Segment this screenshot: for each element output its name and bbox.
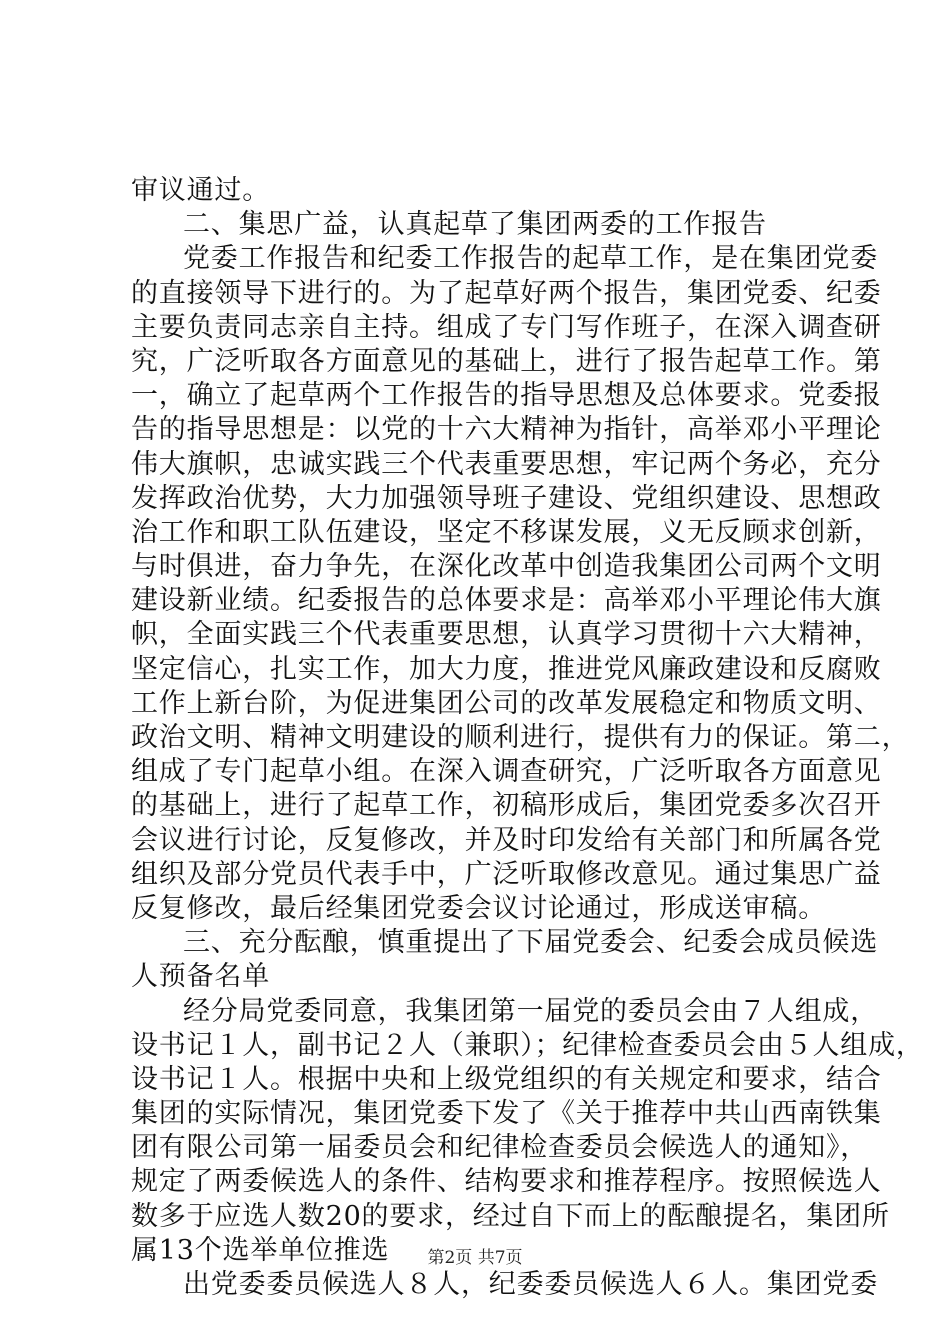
text-line: 的基础上，进行了起草工作，初稿形成后，集团党委多次召开	[131, 790, 882, 822]
text-line: 帜，全面实践三个代表重要思想，认真学习贯彻十六大精神，	[131, 619, 882, 651]
text-line: 坚定信心，扎实工作，加大力度，推进党风廉政建设和反腐败	[131, 653, 882, 685]
text-line: 集团的实际情况，集团党委下发了《关于推荐中共山西南铁集	[131, 1098, 882, 1130]
text-line: 设书记１人。根据中央和上级党组织的有关规定和要求，结合	[131, 1063, 882, 1095]
text-line: 设书记１人，副书记２人（兼职）；纪律检查委员会由５人组成，	[131, 1029, 924, 1061]
page-footer	[0, 1243, 950, 1268]
text-line: 政治文明、精神文明建设的顺利进行，提供有力的保证。第二，	[131, 722, 910, 753]
text-line: 经分局党委同意，我集团第一届党的委员会由７人组成，	[183, 995, 878, 1027]
text-line: 告的指导思想是：以党的十六大精神为指针，高举邓小平理论	[131, 414, 882, 446]
text-line: 属13个选举单位推选	[131, 1234, 390, 1266]
text-line: 团有限公司第一届委员会和纪律检查委员会候选人的通知》，	[131, 1132, 869, 1164]
text-line: 出党委委员候选人８人，纪委委员候选人６人。集团党委	[183, 1269, 878, 1300]
text-line: 三、充分酝酿，慎重提出了下届党委会、纪委会成员候选	[183, 927, 878, 959]
text-line: 会议进行讨论，反复修改，并及时印发给有关部门和所属各党	[131, 824, 882, 856]
page-number: 第2页 共7页	[427, 1248, 523, 1268]
text-line: 发挥政治优势，大力加强领导班子建设、党组织建设、思想政	[131, 482, 882, 514]
text-line: 建设新业绩。纪委报告的总体要求是：高举邓小平理论伟大旗	[131, 585, 882, 617]
text-line: 组成了专门起草小组。在深入调查研究，广泛听取各方面意见	[131, 756, 882, 788]
text-line: 规定了两委候选人的条件、结构要求和推荐程序。按照候选人	[131, 1166, 882, 1198]
text-line: 二、集思广益，认真起草了集团两委的工作报告	[183, 209, 767, 241]
text-line: 主要负责同志亲自主持。组成了专门写作班子，在深入调查研	[131, 311, 882, 343]
text-line: 党委工作报告和纪委工作报告的起草工作，是在集团党委	[183, 243, 878, 275]
text-line: 组织及部分党员代表手中，广泛听取修改意见。通过集思广益	[131, 858, 882, 890]
text-line: 伟大旗帜，忠诚实践三个代表重要思想，牢记两个务必，充分	[131, 448, 882, 480]
text-line: 与时俱进，奋力争先，在深化改革中创造我集团公司两个文明	[131, 551, 882, 583]
text-line: 究，广泛听取各方面意见的基础上，进行了报告起草工作。第	[131, 345, 882, 377]
text-line: 治工作和职工队伍建设，坚定不移谋发展，义无反顾求创新，	[131, 516, 882, 548]
text-line: 审议通过。	[131, 175, 270, 206]
text-line: 一，确立了起草两个工作报告的指导思想及总体要求。党委报	[131, 380, 882, 412]
text-line: 工作上新台阶，为促进集团公司的改革发展稳定和物质文明、	[131, 687, 882, 719]
text-line: 数多于应选人数20的要求，经过自下而上的酝酿提名，集团所	[131, 1200, 890, 1232]
text-line: 反复修改，最后经集团党委会议讨论通过，形成送审稿。	[131, 892, 826, 924]
text-line: 人预备名单	[131, 961, 270, 993]
document-body	[131, 174, 924, 1302]
text-line: 的直接领导下进行的。为了起草好两个报告，集团党委、纪委	[131, 277, 882, 309]
